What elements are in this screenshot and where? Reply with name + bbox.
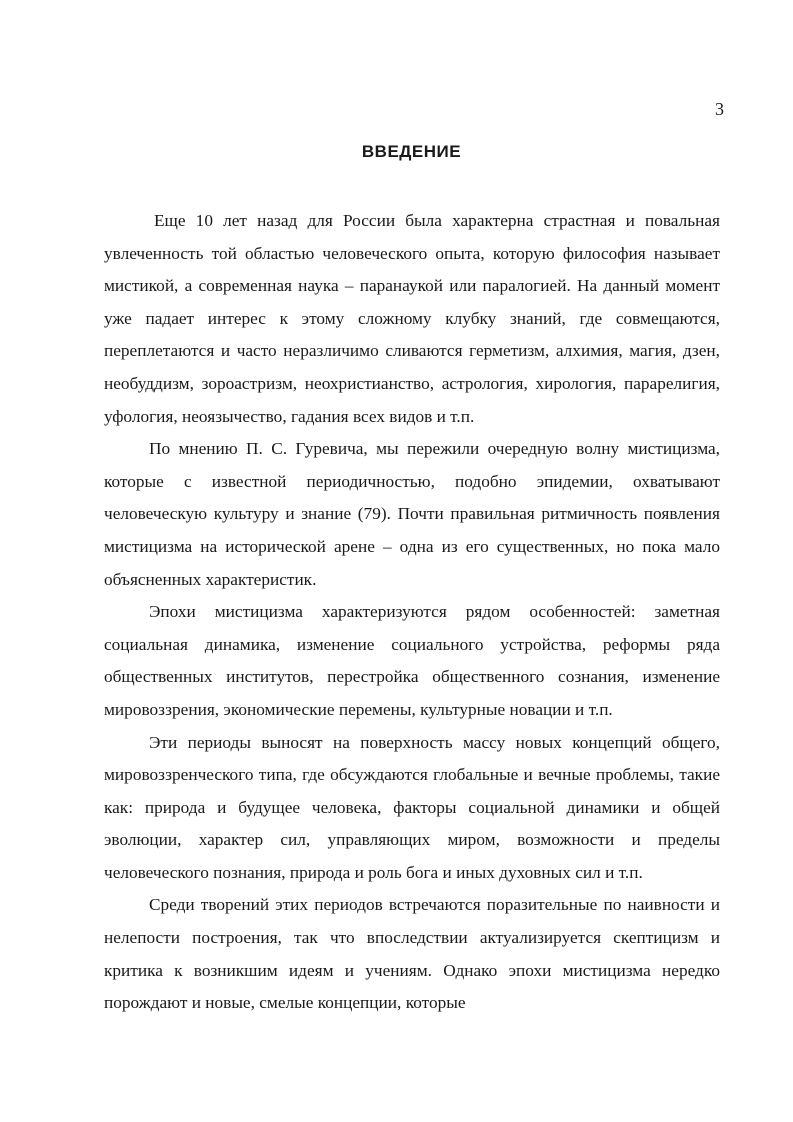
body-text [104,205,720,1020]
paragraph-2: По мнению П. С. Гуревича, мы пережили очередную волну мистицизма, которые с известной периодичностью, подобно эпидемии, охватывают человеческую культуру и знание (79). Почти правильная ритмичность появления мистицизма на исторической арене – одна из его существенных, но пока мало объясненных характеристик. [104,439,720,589]
paragraph-1: Еще 10 лет назад для России была характерна страстная и повальная увлеченность той областью человеческого опыта, которую философия называет мистикой, а современная наука – паранаукой или паралогией. На данный момент уже падает интерес к этому сложному клубку знаний, где совмещаются, переплетаются и часто неразличимо сливаются герметизм, алхимия, магия, дзен, необуддизм, зороастризм, неохристианство, астрология, хирология, парарелигия, уфология, неоязычество, гадания всех видов и т.п. [104,211,720,426]
paragraph-5: Среди творений этих периодов встречаются поразительные по наивности и нелепости построения, так что впоследствии актуализируется скептицизм и критика к возникшим идеям и учениям. Однако эпохи мистицизма нередко порождают и новые, смелые концепции, которые [104,895,720,1013]
paragraph-4: Эти периоды выносят на поверхность массу новых концепций общего, мировоззренческого типа, где обсуждаются глобальные и вечные проблемы, такие как: природа и будущее человека, факторы социальной динамики и общей эволюции, характер сил, управляющих миром, возможности и пределы человеческого познания, природа и роль бога и иных духовных сил и т.п. [104,732,720,882]
page-title: ВВЕДЕНИЕ [361,142,462,161]
paragraph-3: Эпохи мистицизма характеризуются рядом особенностей: заметная социальная динамика, изменение социального устройства, реформы ряда общественных институтов, перестройка общественного сознания, изменение мировоззрения, экономические перемены, культурные новации и т.п. [104,602,720,719]
page-number: 3 [715,99,724,119]
